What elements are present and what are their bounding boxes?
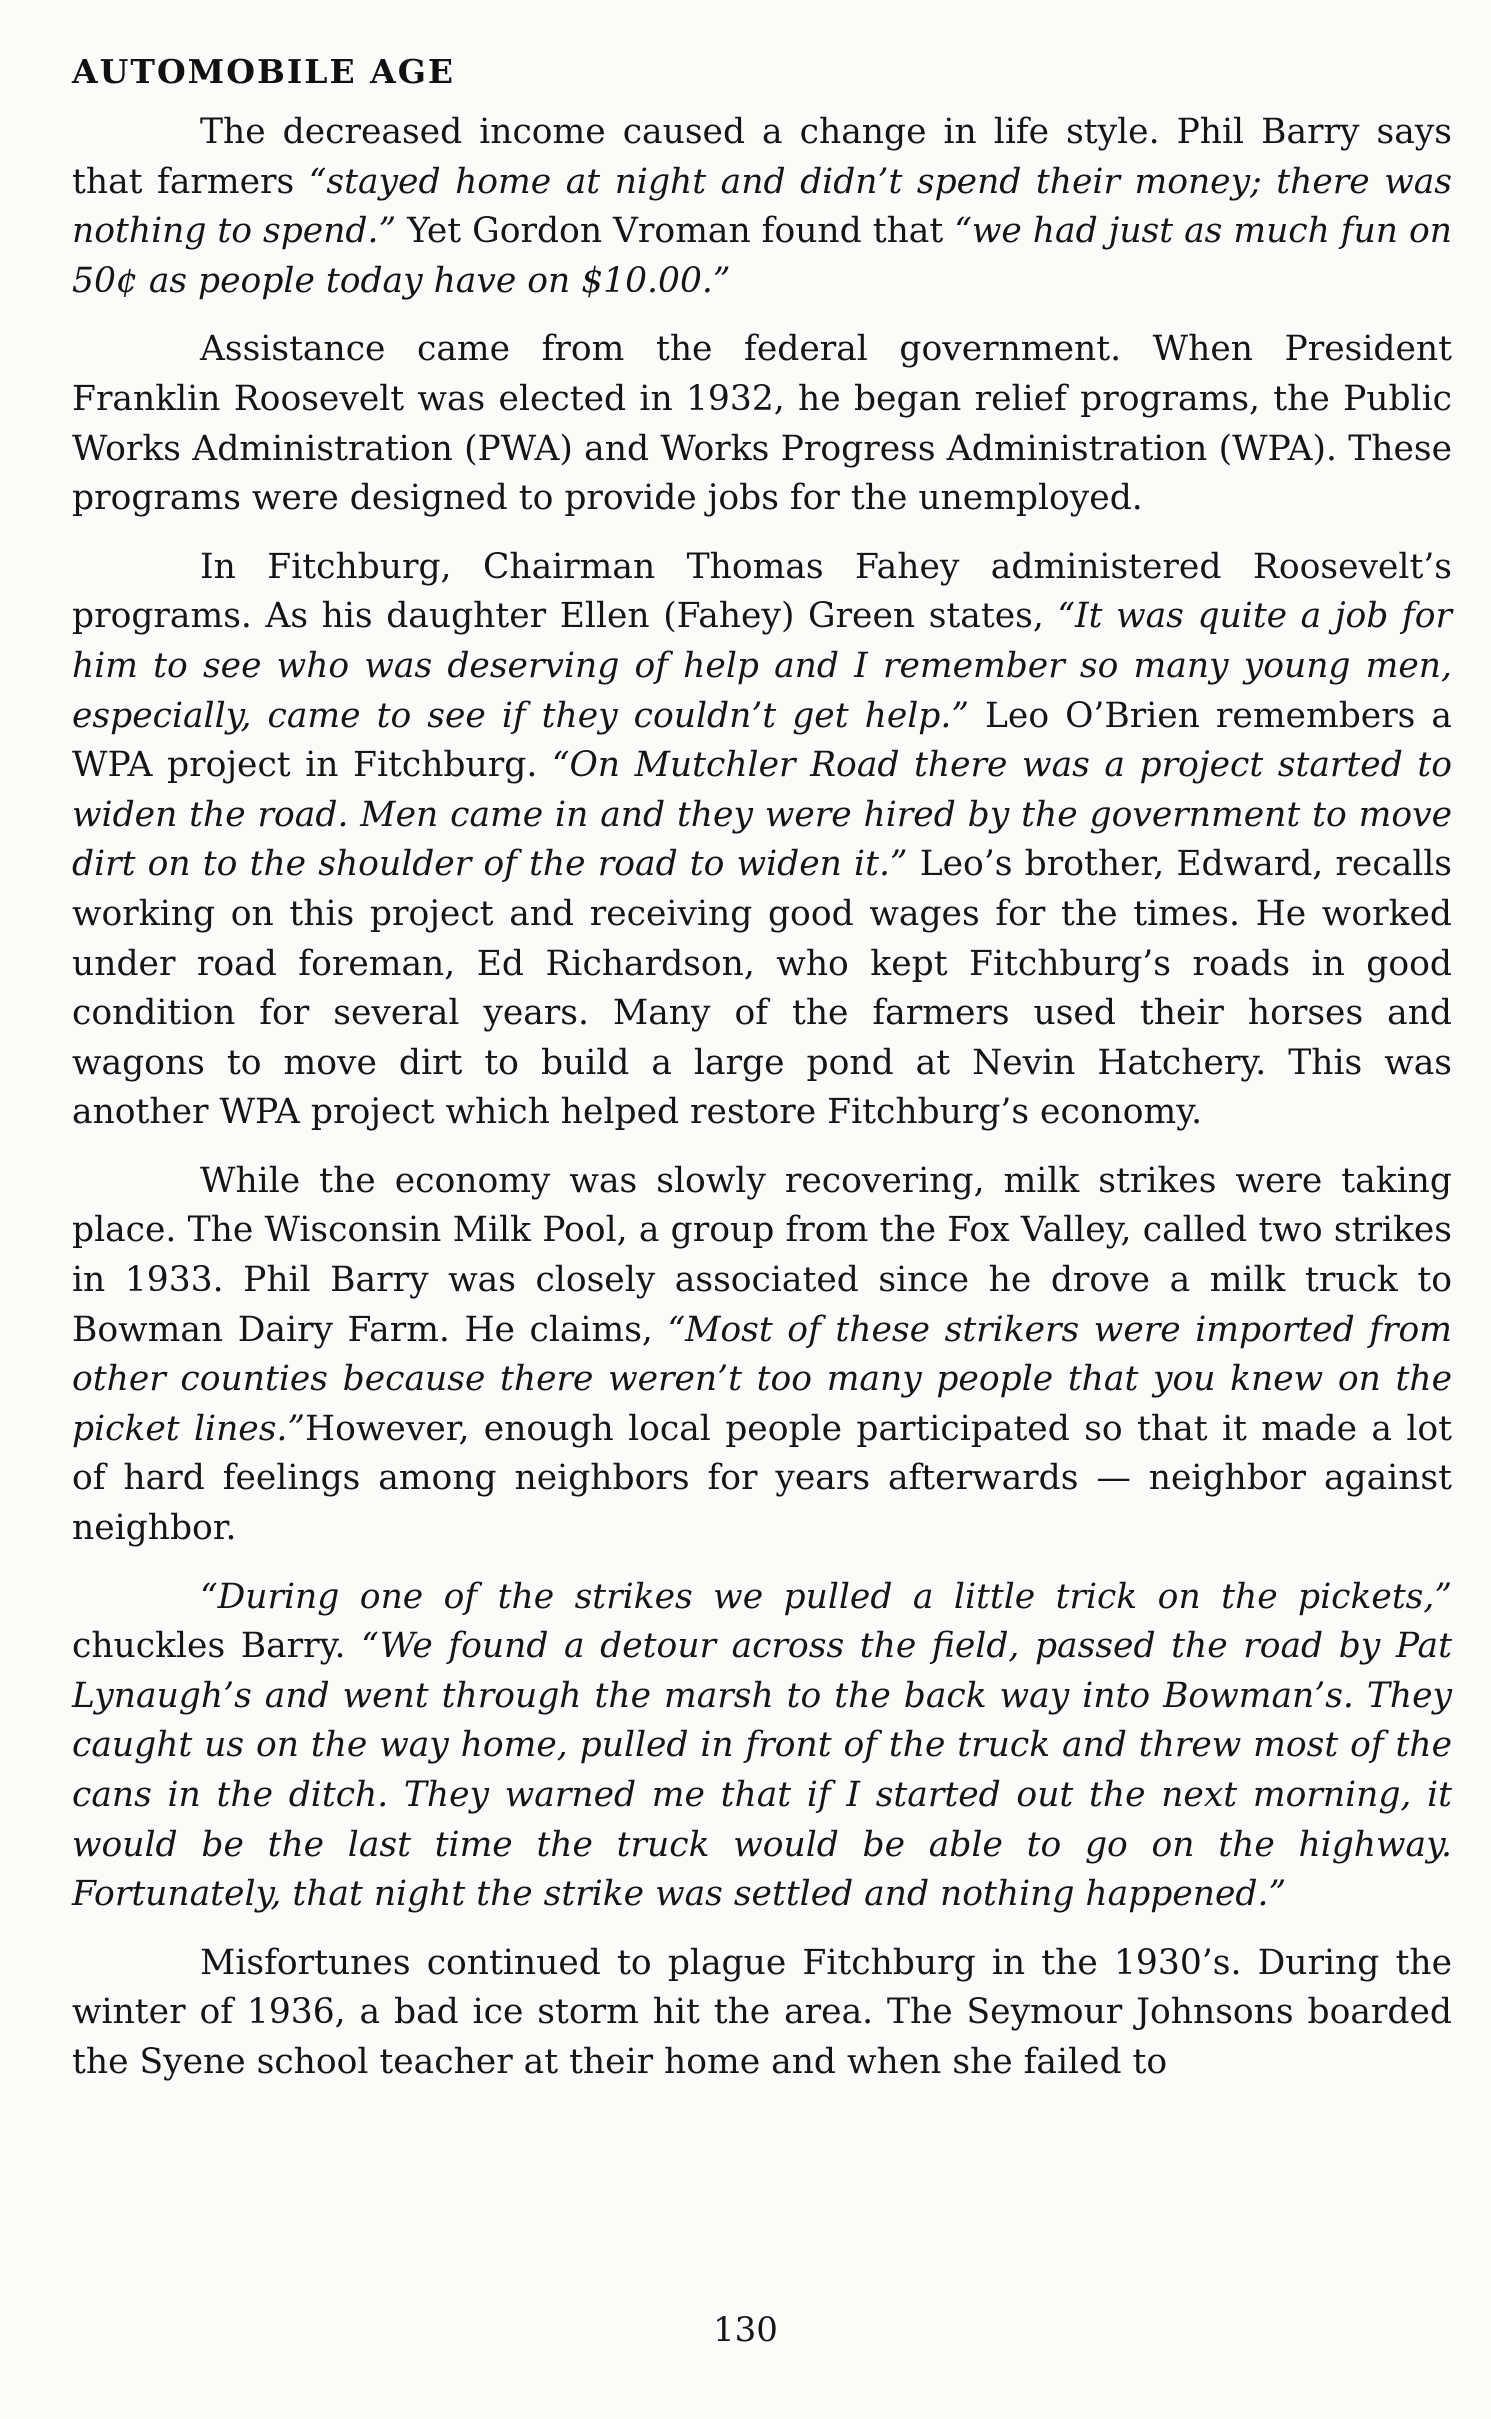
page-number: 130: [713, 2310, 778, 2350]
body-run: The decreased income caused a change in life style. Phil Barry says that farmers: [72, 112, 1452, 202]
body-run: While the economy was slowly recovering, milk strikes were taking place. The Wisconsin Milk Pool, a group from the Fox Valley, called two strikes in 1933. Phil Barry was closely associated since he drove a milk truck to Bowman Dairy Farm. He claims,: [72, 1160, 1452, 1350]
quoted-text: “It was quite a job for him to see who was deserving of help and I remember so many young men, especially, came to see if they couldn’t get help.”: [72, 596, 1452, 736]
body-run: Misfortunes continued to plague Fitchburg in the 1930’s. During the winter of 1936, a bad ice storm hit the area. The Seymour Johnsons boarded the Syene school teacher at their home and when she failed to: [72, 1942, 1452, 2082]
body-text: [72, 108, 1452, 2107]
body-run: Assistance came from the federal government. When President Franklin Roosevelt was elected in 1932, he began relief programs, the Public Works Administration (PWA) and Works Progress Administration (WPA). These programs were designed to provide jobs for the unemployed.: [72, 329, 1452, 519]
paragraph-4: [72, 1157, 1452, 1554]
quoted-text: “we had just as much fun on 50¢ as people today have on $10.00.”: [72, 211, 1452, 301]
quoted-text: “On Mutchler Road there was a project started to widen the road. Men came in and they were hired by the government to move dirt on to the shoulder of the road to widen it.”: [72, 745, 1452, 885]
body-run: However, enough local people participated so that it made a lot of hard feelings among neighbors for years afterwards — neighbor against neighbor.: [72, 1408, 1452, 1549]
body-run: chuckles Barry.: [72, 1626, 362, 1667]
paragraph-5: [72, 1573, 1452, 1920]
body-run: Leo O’Brien remembers a WPA project in Fitchburg.: [72, 695, 1452, 786]
quoted-text: “Most of these strikers were imported from other counties because there weren’t too many people that you knew on the picket lines.”: [72, 1309, 1452, 1449]
body-run: Leo’s brother, Edward, recalls working on this project and receiving good wages for the times. He worked under road foreman, Ed Richardson, who kept Fitchburg’s roads in good condition for several years. Many of the farmers used their horses and wagons to move dirt to build a large pond at Nevin Hatchery. This was another WPA project which helped restore Fitchburg’s economy.: [72, 844, 1452, 1133]
paragraph-1: [72, 108, 1452, 306]
quoted-text: “stayed home at night and didn’t spend their money; there was nothing to spend.”: [72, 161, 1453, 252]
paragraph-3: [72, 543, 1452, 1138]
quoted-text: “During one of the strikes we pulled a little trick on the pickets,”: [200, 1576, 1452, 1617]
body-run: In Fitchburg, Chairman Thomas Fahey administered Roosevelt’s programs. As his daughter Ellen (Fahey) Green states,: [72, 546, 1452, 637]
running-head: AUTOMOBILE AGE: [72, 52, 456, 91]
body-run: Yet Gordon Vroman found that: [396, 211, 955, 252]
paragraph-2: [72, 325, 1452, 523]
paragraph-6: [72, 1939, 1452, 2088]
quoted-text: “We found a detour across the field, passed the road by Pat Lynaugh’s and went through the marsh to the back way into Bowman’s. They caught us on the way home, pulled in front of the truck and threw most of the cans in the ditch. They warned me that if I started out the next morning, it would be the last time the truck would be able to go on the highway. Fortunately, that night the strike was settled and nothing happened.”: [72, 1626, 1452, 1915]
